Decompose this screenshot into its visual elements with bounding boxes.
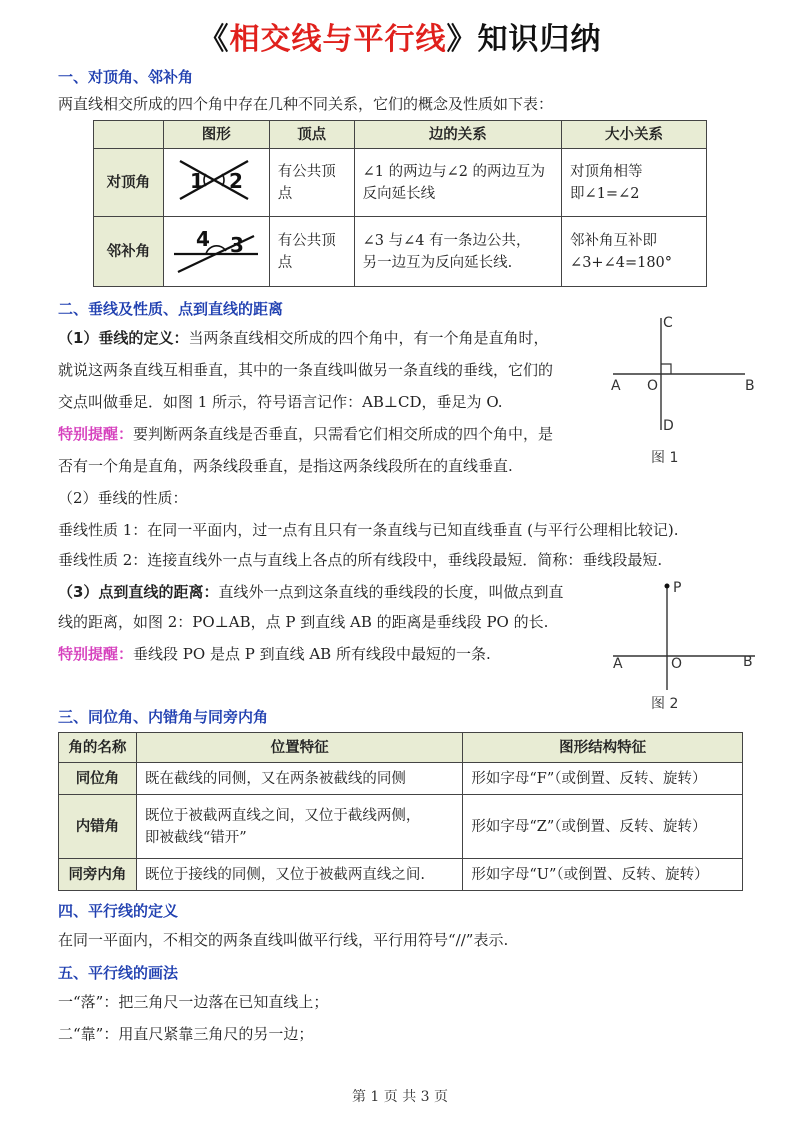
perpendicular-property-label: （2）垂线的性质： — [58, 489, 188, 507]
svg-text:P: P — [673, 580, 682, 596]
header-position: 位置特征 — [136, 733, 462, 763]
section-heading-3: 三、同位角、内错角与同旁内角 — [58, 708, 269, 726]
table-row: 同旁内角 既位于接线的同侧，又位于被截两直线之间. 形如字母“U”（或倒置、反转、旋转） — [59, 859, 743, 891]
document-page: 《相交线与平行线》知识归纳 一、对顶角、邻补角 两直线相交所成的四个角中存在几种不同关系，它们的概念及性质如下表： 图形 顶点 边的关系 大小关系 对顶角 1 2 有公共顶点 ∠1 的两边与∠2 的两边互为反向延长线 对顶角相等 即∠1=∠2 邻补角 4 3 有公共顶点 ∠3 与∠4 有一条边公共， 另一边互为反向延长线. 邻补角互补即 ∠3+∠4=180° 二、垂线及性质、点到直线的距离 （1）垂线的定义：当两条直线相交所成的四个角中，有一个角是直角时， 就说这两条直线互相垂直，其中的一条直线叫做另一条直线的垂线，它们的 交点叫做垂足．如图 1 所示，符号语言记作：AB⊥CD，垂足为 O. 特别提醒：要判断两条直线是否垂直，只需看它们相交所成的四个角中，是 否有一个角是直角，两条线段垂直，是指这两条线段所在的直线垂直. C A O B D 图 1 （2）垂线的性质： 垂线性质 1：在同一平面内，过一点有且只有一条直线与已知直线垂直 (与平行公理相比较记). 垂线性质 2：连接直线外一点与直线上各点的所有线段中，垂线段最短．简称：垂线段最短. （3）点到直线的距离：直线外一点到这条直线的垂线段的长度，叫做点到直 线的距离，如图 2：PO⊥AB，点 P 到直线 AB 的距离是垂线段 PO 的长. 特别提醒：垂线段 PO 是点 P 到直线 AB 所有线段中最短的一条. P A O B 图 2 三、同位角、内错角与同旁内角 角的名称 位置特征 图形结构特征 同位角 既在截线的同侧，又在两条被截线的同侧 形如字母“F”（或倒置、反转、旋转） 内错角 既位于被截两直线之间，又位于截线两侧， 即被截线“错开” 形如字母“Z”（或倒置、反转、旋转） 同旁内角 既位于接线的同侧，又位于被截两直线之间. 形如字母“U”（或倒置、反转、旋转） 四、平行线的定义 在同一平面内，不相交的两条直线叫做平行线，平行用符号“//”表示. 五、平行线的画法 一“落”：把三角尺一边落在已知直线上； 二“靠”：用直尺紧靠三角尺的另一边； 第 1 页 共 3 页 — [0, 0, 800, 1131]
section-heading-4: 四、平行线的定义 — [58, 902, 179, 920]
special-tip-1: 特别提醒：要判断两条直线是否垂直，只需看它们相交所成的四个角中，是 — [58, 425, 554, 443]
edge-cell: ∠3 与∠4 有一条边公共， 另一边互为反向延长线. — [354, 217, 561, 287]
distance-definition: （3）点到直线的距离：直线外一点到这条直线的垂线段的长度，叫做点到直 — [58, 583, 564, 601]
edge-cell: ∠1 的两边与∠2 的两边互为反向延长线 — [354, 149, 561, 217]
header-size: 大小关系 — [562, 121, 707, 149]
section-heading-1: 一、对顶角、邻补角 — [58, 68, 194, 86]
section-heading-5: 五、平行线的画法 — [58, 964, 179, 982]
angle-label: 3 — [230, 233, 245, 257]
svg-text:O: O — [647, 378, 659, 394]
section1-intro: 两直线相交所成的四个角中存在几种不同关系，它们的概念及性质如下表： — [58, 95, 554, 113]
parallel-definition: 在同一平面内，不相交的两条直线叫做平行线，平行用符号“//”表示. — [58, 931, 509, 949]
figure-caption: 图 1 — [651, 450, 679, 466]
property-1: 垂线性质 1：在同一平面内，过一点有且只有一条直线与已知直线垂直 (与平行公理相比较记). — [58, 521, 679, 539]
table-row: 同位角 既在截线的同侧，又在两条被截线的同侧 形如字母“F”（或倒置、反转、旋转） — [59, 763, 743, 795]
svg-text:B: B — [745, 378, 755, 394]
size-cell: 邻补角互补即 ∠3+∠4=180° — [562, 217, 707, 287]
page-number: 第 1 页 共 3 页 — [351, 1089, 449, 1105]
page-title: 《相交线与平行线》知识归纳 — [198, 22, 602, 57]
angle-label: 2 — [229, 169, 244, 193]
angle-label: 4 — [196, 227, 211, 251]
title-highlight: 相交线与平行线 — [229, 22, 447, 57]
table-transversal-angles — [58, 732, 743, 891]
vertex-cell: 有公共顶点 — [269, 149, 354, 217]
header-edges: 边的关系 — [354, 121, 561, 149]
special-tip-2: 特别提醒：垂线段 PO 是点 P 到直线 AB 所有线段中最短的一条. — [58, 645, 491, 663]
section-heading-2: 二、垂线及性质、点到直线的距离 — [58, 300, 284, 318]
figure-caption: 图 2 — [651, 696, 679, 712]
table-vertical-angles — [93, 120, 707, 287]
vertex-cell: 有公共顶点 — [269, 217, 354, 287]
header-figure: 图形 — [163, 121, 269, 149]
angle-label: 1 — [190, 169, 205, 193]
figure-1 — [605, 312, 765, 472]
table-row — [94, 149, 707, 217]
svg-text:O: O — [671, 656, 683, 672]
svg-text:C: C — [663, 315, 673, 331]
svg-text:D: D — [663, 418, 674, 434]
header-structure: 图形结构特征 — [463, 733, 743, 763]
header-vertex: 顶点 — [269, 121, 354, 149]
svg-text:A: A — [613, 656, 623, 672]
drawing-step-1: 一“落”：把三角尺一边落在已知直线上； — [58, 993, 329, 1011]
table-row — [94, 217, 707, 287]
figure-vertical-angles — [163, 149, 269, 217]
svg-text:B: B — [743, 654, 753, 670]
drawing-step-2: 二“靠”：用直尺紧靠三角尺的另一边； — [58, 1025, 314, 1043]
property-2: 垂线性质 2：连接直线外一点与直线上各点的所有线段中，垂线段最短．简称：垂线段最短. — [58, 551, 663, 569]
figure-2 — [605, 572, 765, 717]
header-angle-name: 角的名称 — [59, 733, 137, 763]
row-name: 对顶角 — [94, 149, 164, 217]
size-cell: 对顶角相等 即∠1=∠2 — [562, 149, 707, 217]
svg-text:A: A — [611, 378, 621, 394]
row-name: 邻补角 — [94, 217, 164, 287]
figure-adjacent-angles — [163, 217, 269, 287]
table-row: 内错角 既位于被截两直线之间，又位于截线两侧， 即被截线“错开” 形如字母“Z”（或倒置、反转、旋转） — [59, 795, 743, 859]
perpendicular-definition: （1）垂线的定义：当两条直线相交所成的四个角中，有一个角是直角时， — [58, 329, 549, 347]
